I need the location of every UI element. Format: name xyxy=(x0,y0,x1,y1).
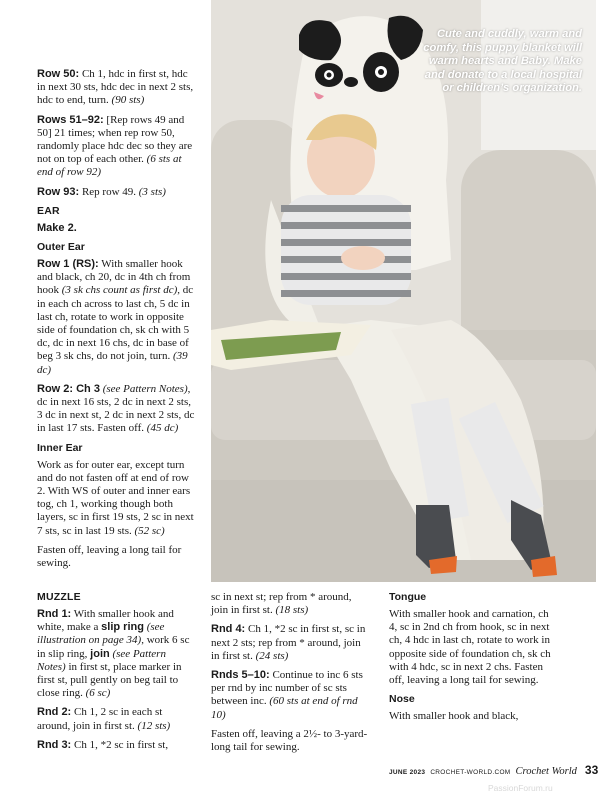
tongue-heading: Tongue xyxy=(389,591,427,603)
muzzle-rnds-5-10: Rnds 5–10: Continue to inc 6 sts per rnd by inc number of sc sts between inc. (60 sts at end of rnd 10) xyxy=(211,669,363,721)
tongue-paragraph: With smaller hook and carnation, ch 4, sc in 2nd ch from hook, sc in next ch, 4 hdc in last ch, rotate to work in opposite side of foundation ch, sk ch with 4 hdc, sc in next 2 chs. Fasten off, leaving a long tail for sewing. xyxy=(389,608,551,687)
muzzle-rnd-4: Rnd 4: Ch 1, *2 sc in first st, sc in next 2 sts; rep from * around, join in first st. (24 sts) xyxy=(211,623,366,662)
make-2: Make 2. xyxy=(37,221,77,234)
cover-photo xyxy=(211,0,596,582)
magazine-name: Crochet World xyxy=(515,766,577,777)
outer-ear-heading: Outer Ear xyxy=(37,241,85,254)
nose-paragraph: With smaller hook and black, xyxy=(389,710,519,723)
rows-51-92-paragraph: Rows 51–92: [Rep rows 49 and 50] 21 times; when rep row 50, randomly place hdc dec so they are not on top of each other. (6 sts at end of row 92) xyxy=(37,113,193,179)
muzzle-rnd-3: Rnd 3: Ch 1, *2 sc in first st, xyxy=(37,738,169,751)
ear-heading: EAR xyxy=(37,204,60,217)
right-column xyxy=(389,591,559,729)
inner-ear-paragraph: Work as for outer ear, except turn and do not fasten off at end of row 2. With WS of outer and inner ears tog, ch 1, working though both layers, sc in first 19 sts, 2 sc in next 7 sts, sc in last 19 sts. (52 sc) xyxy=(37,458,194,537)
page-footer xyxy=(389,763,598,777)
muzzle-heading: MUZZLE xyxy=(37,591,81,603)
muzzle-fasten-off: Fasten off, leaving a 2½- to 3-yard-long tail for sewing. xyxy=(211,727,368,754)
issue-date: JUNE 2023 xyxy=(389,769,426,776)
muzzle-rnd-2: Rnd 2: Ch 1, 2 sc in each st around, join in first st. (12 sts) xyxy=(37,706,171,732)
muzzle-rnd-1: Rnd 1: With smaller hook and white, make a slip ring (see illustration on page 34), work 6 sc in slip ring, join (see Pattern Notes) in first st, place marker in first st, pull gently on beg tail to close ring. (6 sc) xyxy=(37,608,190,700)
website-link[interactable]: CROCHET-WORLD.COM xyxy=(430,769,511,776)
muzzle-rnd-3-cont: sc in next st; rep from * around, join in first st. (18 sts) xyxy=(211,591,352,617)
middle-column xyxy=(211,591,371,760)
nose-heading: Nose xyxy=(389,693,415,706)
ear-row-1-paragraph: Row 1 (RS): With smaller hook and black, ch 20, dc in 4th ch from hook (3 sk chs count as first dc), dc in each ch across to last ch, 5 dc in last ch, rotate to work in opposite side of foundation ch, sk ch with 5 dc, dc in next 16 chs, dc in base of beg 3 sk chs, do not join, turn. (39 dc) xyxy=(37,258,194,376)
row-93-paragraph: Row 93: Rep row 49. (3 sts) xyxy=(37,185,166,198)
muzzle-column xyxy=(37,591,195,758)
row-50-paragraph: Row 50: Ch 1, hdc in first st, hdc in next 30 sts, hdc dec in next 2 sts, hdc to end, turn. (90 sts) xyxy=(37,68,194,107)
page-number: 33 xyxy=(584,763,598,777)
inner-ear-heading: Inner Ear xyxy=(37,441,83,454)
photo-caption: Cute and cuddly, warm and comfy, this puppy blanket will warm hearts and Baby. Make and donate to a local hospital or children’s organization. xyxy=(423,28,582,95)
ear-fasten-off: Fasten off, leaving a long tail for sewing. xyxy=(37,543,182,570)
left-column xyxy=(37,68,195,576)
watermark: PassionForum.ru xyxy=(488,783,553,793)
ear-row-2-paragraph: Row 2: Ch 3 (see Pattern Notes), dc in next 16 sts, 2 dc in next 2 sts, 3 dc in next st, 2 dc in next 2 sts, dc in last 17 sts. Fasten off. (45 dc) xyxy=(37,382,195,435)
